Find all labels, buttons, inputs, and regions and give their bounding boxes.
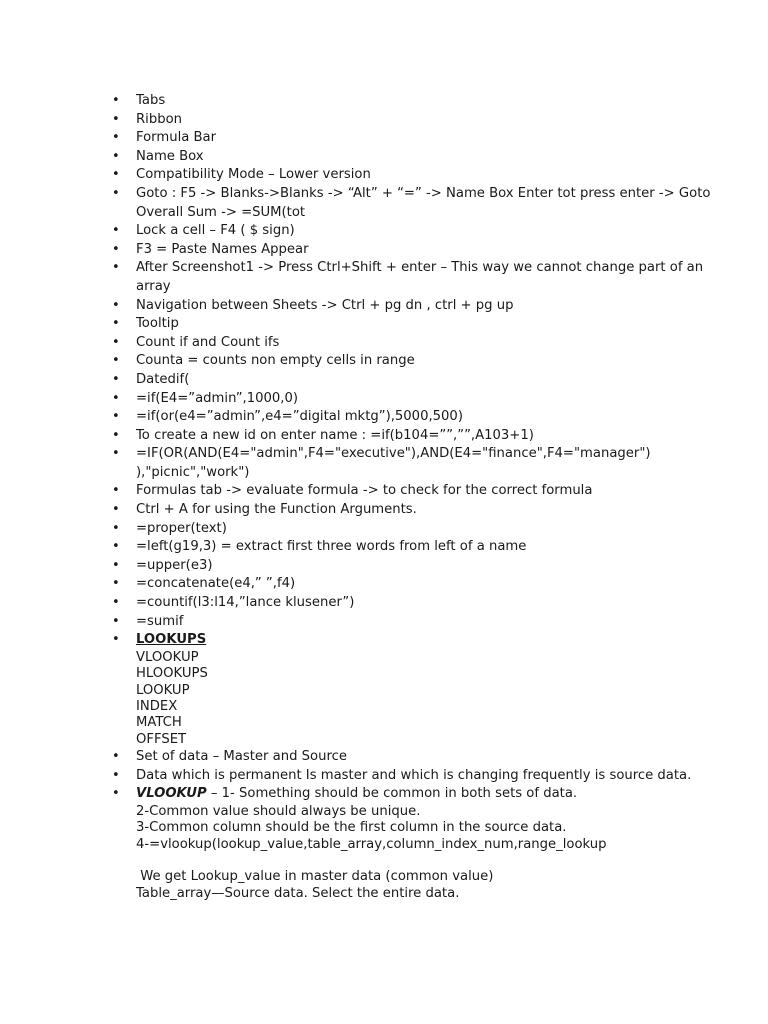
bullet-icon: • [112, 297, 120, 313]
bullet-icon: • [112, 223, 120, 239]
lookup-function: INDEX [136, 699, 178, 715]
bullet-icon: • [112, 632, 120, 648]
lookup-function: VLOOKUP [136, 649, 199, 665]
list-item [112, 613, 712, 632]
list-item [112, 538, 712, 557]
list-item [112, 557, 712, 576]
list-item [112, 315, 712, 334]
list-item-text: Name Box [136, 148, 204, 164]
list-item-text: =concatenate(e4,” ”,f4) [136, 576, 296, 592]
list-item [112, 767, 712, 786]
list-item-text: Set of data – Master and Source [136, 749, 347, 765]
vlookup-rule: 3-Common column should be the first column in the source data. [136, 820, 567, 836]
list-item [112, 166, 712, 185]
list-item-text: Formula Bar [136, 130, 217, 146]
bullet-icon: • [112, 371, 120, 387]
lookup-function: OFFSET [136, 731, 187, 747]
list-item [112, 482, 712, 501]
vlookup-note: Table_array—Source data. Select the entire data. [136, 885, 460, 901]
list-item [112, 259, 712, 296]
list-item [112, 222, 712, 241]
list-item-text: Ctrl + A for using the Function Arguments. [136, 502, 417, 518]
vlookup-note: We get Lookup_value in master data (common value) [136, 869, 494, 885]
list-item [112, 390, 712, 409]
list-item-text: After Screenshot1 -> Press Ctrl+Shift + enter – This way we cannot change part of an array [136, 260, 704, 294]
list-item [112, 241, 712, 260]
list-item-text: Formulas tab -> evaluate formula -> to check for the correct formula [136, 483, 593, 499]
list-item [112, 427, 712, 446]
list-item-text: =upper(e3) [136, 557, 213, 573]
bullet-icon: • [112, 130, 120, 146]
bullet-icon: • [112, 185, 120, 201]
bullet-icon: • [112, 260, 120, 276]
bullet-icon: • [112, 353, 120, 369]
list-item [112, 148, 712, 167]
list-item-text: =countif(l3:l14,”lance klusener”) [136, 595, 355, 611]
bullet-icon: • [112, 520, 120, 536]
list-item [112, 575, 712, 594]
bullet-icon: • [112, 539, 120, 555]
list-item-text: =proper(text) [136, 520, 227, 536]
list-item-text: Data which is permanent Is master and which is changing frequently is source data. [136, 767, 692, 783]
lookup-function: HLOOKUPS [136, 666, 208, 682]
vlookup-section [112, 785, 712, 902]
list-item-text: Lock a cell – F4 ( $ sign) [136, 223, 295, 239]
list-item-text: Goto : F5 -> Blanks->Blanks -> “Alt” + “=” -> Name Box Enter tot press enter -> Goto Overall Sum -> =SUM(tot [136, 185, 711, 220]
bullet-icon: • [112, 390, 120, 406]
bullet-icon: • [112, 483, 120, 499]
vlookup-rule: 2-Common value should always be unique. [136, 804, 421, 820]
lookup-function: LOOKUP [136, 682, 190, 698]
lookups-heading: LOOKUPS [136, 632, 207, 648]
bullet-icon: • [112, 111, 120, 127]
list-item-text: Tooltip [136, 316, 179, 332]
list-item-text: Count if and Count ifs [136, 334, 280, 350]
list-item-text: Compatibility Mode – Lower version [136, 167, 371, 183]
list-item-text: =if(E4=”admin”,1000,0) [136, 390, 299, 406]
list-item [112, 594, 712, 613]
bullet-icon: • [112, 613, 120, 629]
bullet-icon: • [112, 93, 120, 108]
list-item [112, 129, 712, 148]
list-item [112, 371, 712, 390]
list-item-text: Datedif( [136, 371, 190, 387]
list-item-text: Navigation between Sheets -> Ctrl + pg dn , ctrl + pg up [136, 297, 514, 313]
list-item [112, 111, 712, 130]
notes-list [112, 92, 712, 902]
list-item [112, 185, 712, 222]
list-item-text: =left(g19,3) = extract first three words from left of a name [136, 539, 527, 555]
bullet-icon: • [112, 502, 120, 518]
list-item [112, 408, 712, 427]
list-item-text: Counta = counts non empty cells in range [136, 353, 415, 369]
list-item [112, 520, 712, 539]
vlookup-rule: – 1- Something should be common in both sets of data. [206, 786, 578, 802]
bullet-icon: • [112, 167, 120, 183]
list-item-text: =sumif [136, 613, 184, 629]
spacer [136, 853, 712, 869]
lookups-section [112, 631, 712, 748]
bullet-icon: • [112, 334, 120, 350]
list-item-text: F3 = Paste Names Appear [136, 241, 309, 257]
list-item [112, 297, 712, 316]
vlookup-heading: VLOOKUP [136, 786, 207, 802]
bullet-icon: • [112, 767, 120, 783]
list-item-text: =IF(OR(AND(E4="admin",F4="executive"),AND(E4="finance",F4="manager") ),"picnic","work") [136, 446, 651, 480]
vlookup-syntax: 4-=vlookup(lookup_value,table_array,column_index_num,range_lookup [136, 836, 607, 852]
list-item-text: Ribbon [136, 111, 182, 127]
list-item [112, 748, 712, 767]
bullet-icon: • [112, 595, 120, 611]
list-item-text: To create a new id on enter name : =if(b104=””,””,A103+1) [136, 427, 534, 443]
bullet-icon: • [112, 576, 120, 592]
bullet-icon: • [112, 241, 120, 257]
list-item [112, 501, 712, 520]
bullet-icon: • [112, 786, 120, 802]
bullet-icon: • [112, 557, 120, 573]
list-item [112, 352, 712, 371]
list-item-text: Tabs [136, 93, 166, 108]
list-item [112, 334, 712, 353]
bullet-icon: • [112, 749, 120, 765]
list-item-text: =if(or(e4=”admin”,e4=”digital mktg”),5000,500) [136, 409, 463, 425]
list-item [112, 445, 712, 482]
lookup-function: MATCH [136, 715, 182, 731]
bullet-icon: • [112, 148, 120, 164]
list-item [112, 92, 712, 111]
bullet-icon: • [112, 446, 120, 462]
bullet-icon: • [112, 409, 120, 425]
bullet-icon: • [112, 316, 120, 332]
bullet-icon: • [112, 427, 120, 443]
